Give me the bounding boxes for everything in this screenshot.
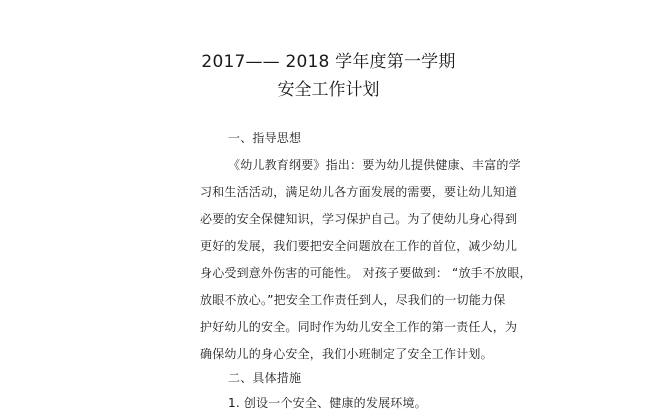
document-title: 安全工作计划 [277,80,380,100]
paragraph-line: 放眼不放心。”把安全工作责任到人，尽我们的一切能力保 [200,293,506,307]
document-title-year: 2017—— 2018 学年度第一学期 [201,52,456,72]
paragraph-line: 身心受到意外伤害的可能性。 对孩子要做到： “放手不放眼， [200,266,532,280]
paragraph-line: 护好幼儿的安全。同时作为幼儿安全工作的第一责任人，为 [200,320,518,334]
paragraph-line: 1. 创设一个安全、健康的发展环境。 [228,396,427,410]
paragraph-line: 必要的安全保健知识，学习保护自己。为了使幼儿身心得到 [200,212,518,226]
paragraph-line: 确保幼儿的身心安全，我们小班制定了安全工作计划。 [200,347,493,361]
paragraph-line: 《幼儿教育纲要》指出：要为幼儿提供健康、丰富的学 [228,158,521,172]
paragraph-line: 习和生活活动，满足幼儿各方面发展的需要，要让幼儿知道 [200,185,518,199]
section-heading-specific-measures: 二、具体措施 [228,371,302,385]
section-heading-guiding-thought: 一、指导思想 [228,131,302,145]
paragraph-line: 更好的发展，我们要把安全问题放在工作的首位，减少幼儿 [200,239,518,253]
